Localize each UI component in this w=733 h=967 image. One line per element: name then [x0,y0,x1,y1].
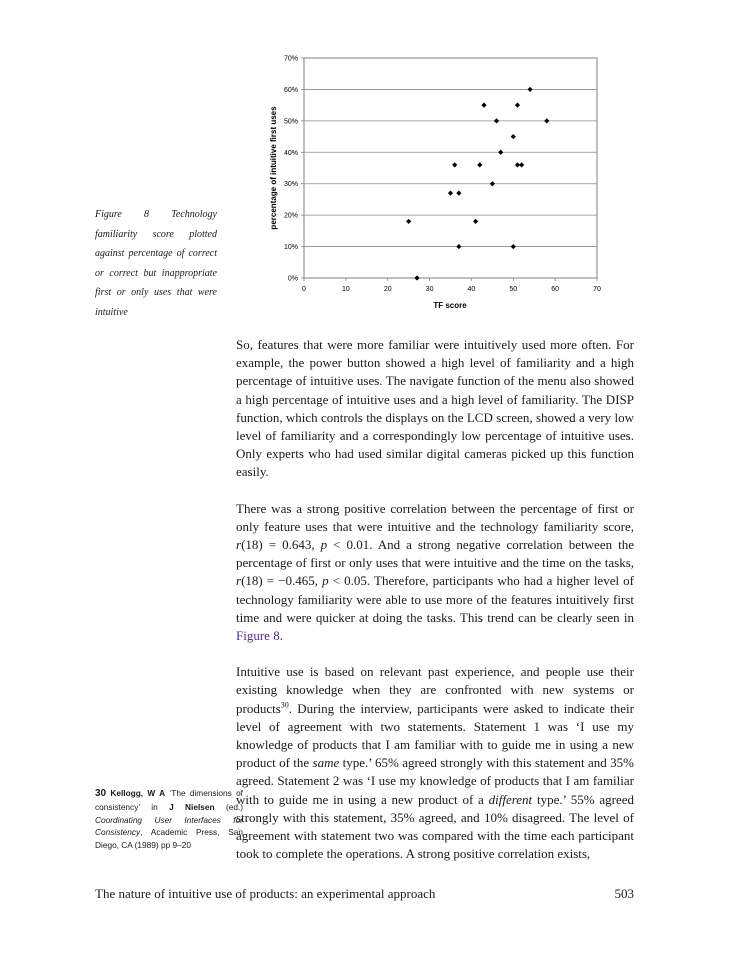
data-point [498,150,503,155]
x-tick-label: 60 [551,286,560,293]
x-tick-label: 70 [593,286,601,293]
footer-title: The nature of intuitive use of products: an experimental approach [95,886,436,901]
emphasis: different [488,791,533,807]
text-run: (18) = −0.465, [241,573,323,589]
y-tick-label: 70% [283,55,298,63]
text-run: < 0.05. Therefore, participants who had a higher level of technology familiarity were able to use more of the features intuitively first time and were quicker at doing the tasks. This trend can be clearly seen in [236,573,634,625]
axes [304,58,597,278]
footnote-number: 30 [95,788,107,799]
y-axis-label: percentage of intuitive first uses [269,106,278,230]
data-point [527,87,532,92]
data-point [519,162,524,167]
y-tick-label: 40% [283,149,298,157]
footnote-author: Kellogg, W A [110,788,166,798]
x-axis-label: TF score [433,301,467,310]
data-point [456,244,461,249]
data-point [473,219,478,224]
text-run: There was a strong positive correlation between the percentage of first or only feature uses that were intuitive and the technology familiarity score, [236,500,634,534]
y-tick-label: 50% [283,118,298,126]
footnote-title: ‘The dimensions of consistency’ in [95,788,243,812]
footnote-editor: J Nielsen [169,801,215,812]
data-point [515,103,520,108]
x-tick-label: 0 [302,286,306,293]
page-number: 503 [614,886,634,901]
data-point [481,103,486,108]
text-run: Intuitive use is based on relevant past experience, and people use their existing knowledge when they are confronted with new systems or products [236,664,634,716]
text-run: < 0.01. And a strong negative correlation between the percentage of first or only uses that were intuitive and the time on the tasks, [236,537,634,571]
emphasis: same [312,755,340,771]
data-point [414,275,419,280]
data-point [448,191,453,196]
stat-symbol: r [236,537,242,553]
y-tick-label: 60% [283,86,298,94]
paragraph-3 [236,663,634,863]
paragraph-1: So, features that were more familiar were intuitively used more often. For example, the power button showed a high level of familiarity and a high percentage of intuitive uses. The navigate function of the menu also showed a high percentage of intuitive uses and a high level of familiarity. The DISP function, which controls the displays on the LCD screen, showed a very low level of familiarity and a correspondingly low percentage of intuitive uses. Only experts who had used similar digital cameras picked up this function easily. [236,337,634,480]
data-point [544,118,549,123]
figure-8-link[interactable]: Figure 8 [236,628,280,644]
x-tick-labels [302,278,601,293]
data-point [406,219,411,224]
paragraph-2 [236,500,634,646]
scatter-chart [262,50,612,312]
y-tick-label: 10% [283,244,298,252]
footnote-ref-30[interactable]: 30 [280,700,289,710]
y-tick-label: 20% [283,212,298,220]
data-point [490,181,495,186]
grid-lines [304,89,597,246]
plot-area-frame [304,58,597,278]
text-run: type.’ 65% agreed strongly with this statement and 35% agreed. Statement 2 was ‘I use my knowledge of products that I am familiar with to guide me in using a new product of a [236,755,635,807]
y-tick-label: 0% [287,275,298,283]
text-run: (18) = 0.643, [241,537,321,553]
x-tick-label: 50 [509,286,518,293]
text-run: type.’ 55% agreed strongly with this statement, 35% agreed, and 10% disagreed. The level of agreement with statement two was compared with the time each participant took to complete the operations. A strong positive correlation exists, [236,791,634,862]
y-tick-labels [284,56,304,283]
x-tick-label: 30 [425,286,434,293]
figure-caption: Figure 8 Technology familiarity score plotted against percentage of correct or correct but inappropriate first or only uses that were intuitive [95,209,217,318]
stat-symbol: p [322,573,329,589]
data-point [511,134,516,139]
text-run: . [279,628,283,644]
running-footer [95,886,634,902]
stat-symbol: p [320,537,328,553]
data-point [511,244,516,249]
x-tick-label: 20 [383,286,392,293]
x-tick-label: 10 [341,286,350,293]
data-point [456,191,461,196]
footnote-text: , Academic Press, San Diego, CA (1989) pp 9–20 [95,827,243,851]
body-text [236,336,634,881]
footnote-30 [95,787,243,852]
data-point [452,162,457,167]
footnote-text: (ed.) [214,801,244,812]
data-point [477,162,482,167]
y-tick-label: 30% [283,181,298,189]
data-point [494,118,499,123]
footnote-book: Coordinating User Interfaces for Consistency [95,814,243,838]
text-run: . During the interview, participants were asked to indicate their level of agreement with two statements. Statement 1 was ‘I use my knowledge of products that I am familiar with to guide me in using a new product of the [236,700,634,771]
x-tick-label: 40 [467,286,476,293]
stat-symbol: r [236,573,242,589]
